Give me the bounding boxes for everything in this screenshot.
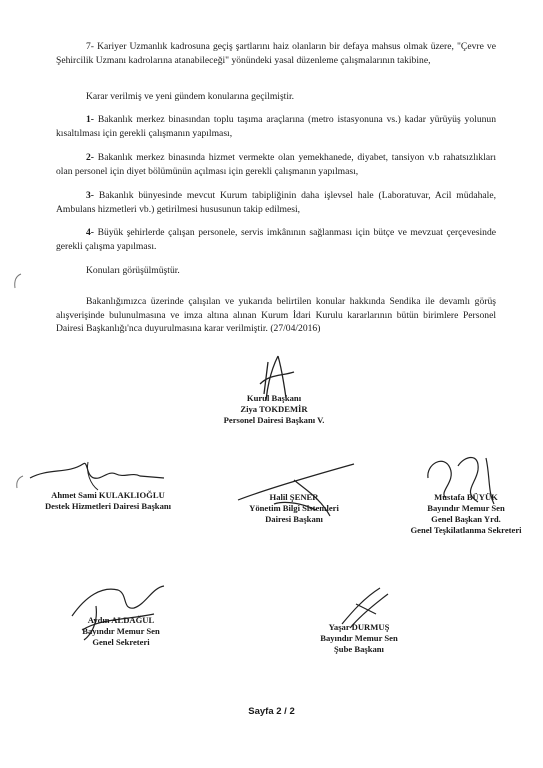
signatory-title: Genel Başkan Yrd. [431, 514, 501, 524]
margin-mark-icon [12, 474, 26, 490]
signatory-title: Yönetim Bilgi Sistemleri [249, 503, 339, 513]
signatory-name: Yaşar DURMUŞ [328, 622, 390, 632]
new-agenda-item-2 [56, 151, 496, 178]
signatory-middle [244, 492, 344, 525]
signatory-name: Halil ŞENER [269, 492, 319, 502]
item-number: 2- [86, 152, 94, 163]
signatory-bottom-right [304, 622, 414, 655]
signatory-title: Şube Başkanı [334, 644, 384, 654]
item-text: Bakanlık bünyesinde mevcut Kurum tabipliğinin daha işlevsel hale (Laboratuvar, Acil müdahale, Ambulans hizmetleri vb.) getirilmesi hususunun takip edilmesi, [56, 190, 496, 215]
new-agenda-item-3 [56, 189, 496, 216]
signatory-title: Bayındır Memur Sen [320, 633, 398, 643]
signatory-title: Destek Hizmetleri Dairesi Başkanı [44, 501, 172, 511]
final-paragraph: Bakanlığımızca üzerinde çalışılan ve yukarıda belirtilen konular hakkında Sendika ile devamlı görüş alışverişinde bulunulmasına ve imza altına alınan Kurum İdari Kurulu kararlarının bütün birimlere Personel Dairesi Başkanlığı'nca duyurulmasına karar verilmiştir. (27/04/2016) [56, 296, 496, 334]
signatory-bottom-left [66, 615, 176, 648]
item-number: 1- [86, 114, 94, 125]
signatory-title: Genel Sekreteri [92, 637, 150, 647]
signatory-name: Mustafa BÜYÜK [434, 492, 498, 502]
item-text: Büyük şehirlerde çalışan personele, servis imkânının sağlanması için bütçe ve mevzuat çerçevesinde gerekli çalışma yapılması. [56, 227, 496, 252]
item-number: 3- [86, 190, 94, 201]
new-agenda-item-4 [56, 226, 496, 253]
signatory-left [28, 490, 188, 512]
page-number: Sayfa 2 / 2 [248, 706, 295, 717]
margin-mark-icon [10, 272, 24, 290]
item-number: 4- [86, 227, 94, 238]
signatory-name: Ziya TOKDEMİR [240, 404, 308, 414]
signatory-title: Bayındır Memur Sen [427, 503, 505, 513]
signatory-chair [214, 393, 334, 426]
signatory-right [396, 492, 536, 536]
signatory-title: Personel Dairesi Başkanı V. [223, 415, 325, 425]
new-agenda-item-1 [56, 113, 496, 140]
signatory-title: Dairesi Başkanı [265, 514, 323, 524]
agenda-item-7: 7- Kariyer Uzmanlık kadrosuna geçiş şartlarını haiz olanların bir defaya mahsus olmak üzere, "Çevre ve Şehircilik Uzmanı kadrolarına atanabileceği" yönündeki yasal düzenleme çalışmalarının takibine, [56, 41, 496, 66]
decision-text: Karar verilmiş ve yeni gündem konularına geçilmiştir. [86, 91, 295, 102]
signatory-name: Ahmet Sami KULAKLIOĞLU [51, 490, 165, 500]
item-text: Bakanlık merkez binasında hizmet vermekte olan yemekhanede, diyabet, tansiyon v.b rahatsızlıkları olan personel için diyet bölümünün açılması için gerekli çalışmanın yapılması, [56, 152, 497, 177]
signatory-role: Kurul Başkanı [246, 393, 302, 403]
signatory-title: Bayındır Memur Sen [82, 626, 160, 636]
signatory-name: Aydın ALDAĞUL [87, 615, 155, 625]
closing-text: Konuları görüşülmüştür. [86, 265, 180, 276]
signatory-title: Genel Teşkilatlanma Sekreteri [410, 525, 522, 535]
item-text: Bakanlık merkez binasından toplu taşıma araçlarına (metro istasyonuna vs.) kadar yürüyüş yolunun kısaltılması için gerekli çalışmanın yapılması, [56, 114, 497, 139]
